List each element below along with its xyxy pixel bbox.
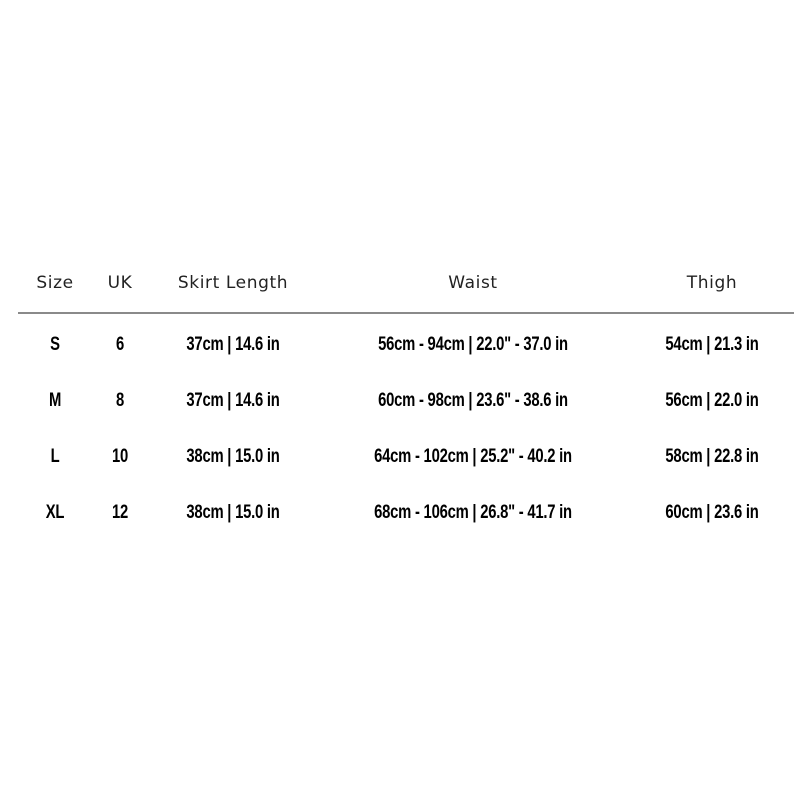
cell-skirt-length: 37cm | 14.6 in (186, 390, 280, 411)
cell-skirt-length: 37cm | 14.6 in (186, 334, 280, 355)
cell-skirt-length: 38cm | 15.0 in (186, 502, 280, 523)
table-row (18, 484, 794, 540)
cell-size: S (50, 334, 60, 355)
cell-size: XL (45, 502, 65, 523)
table-row (18, 316, 794, 372)
cell-uk: 10 (111, 446, 129, 467)
cell-uk: 12 (111, 502, 129, 523)
size-chart-table (18, 262, 794, 540)
cell-waist: 60cm - 98cm | 23.6" - 38.6 in (378, 390, 568, 411)
cell-size: L (50, 446, 60, 467)
cell-thigh: 58cm | 22.8 in (665, 446, 759, 467)
cell-uk: 8 (115, 390, 125, 411)
table-header-row (18, 262, 794, 314)
cell-waist: 68cm - 106cm | 26.8" - 41.7 in (374, 502, 572, 523)
cell-uk: 6 (115, 334, 125, 355)
cell-thigh: 56cm | 22.0 in (665, 390, 759, 411)
header-waist: Waist (448, 273, 498, 293)
header-skirt-length: Skirt Length (177, 273, 289, 293)
table-body (18, 314, 794, 540)
cell-size: M (48, 390, 62, 411)
header-size: Size (36, 273, 74, 293)
cell-waist: 64cm - 102cm | 25.2" - 40.2 in (374, 446, 572, 467)
cell-skirt-length: 38cm | 15.0 in (186, 446, 280, 467)
cell-waist: 56cm - 94cm | 22.0" - 37.0 in (378, 334, 568, 355)
cell-thigh: 54cm | 21.3 in (665, 334, 759, 355)
table-row (18, 428, 794, 484)
cell-thigh: 60cm | 23.6 in (665, 502, 759, 523)
header-uk: UK (107, 273, 133, 293)
table-row (18, 372, 794, 428)
header-thigh: Thigh (686, 273, 738, 293)
